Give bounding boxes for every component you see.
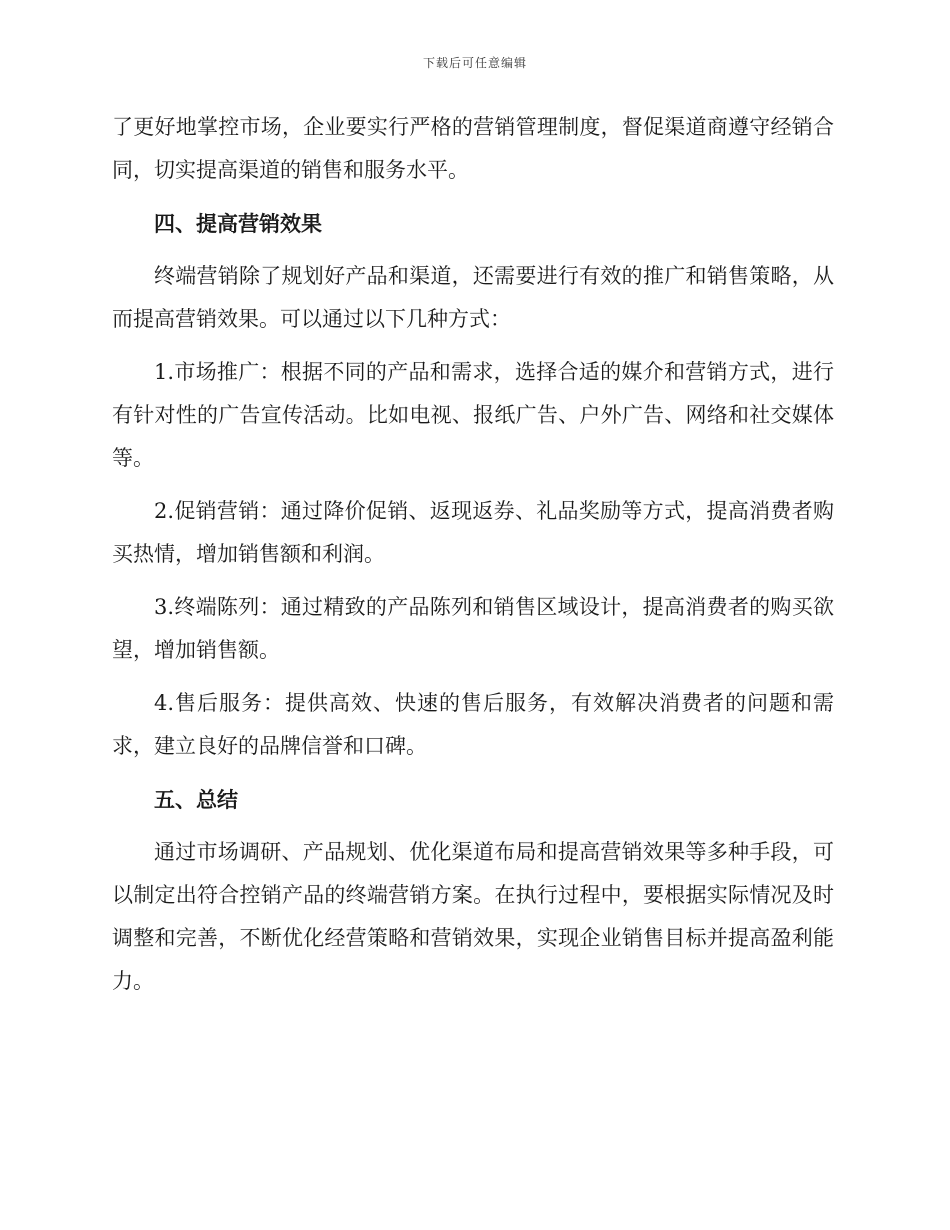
list-item-4: 4.售后服务：提供高效、快速的售后服务，有效解决消费者的问题和需求，建立良好的品牌信誉和口碑。	[112, 691, 834, 758]
paragraph-continuation: 了更好地掌控市场，企业要实行严格的营销管理制度，督促渠道商遵守经销合同，切实提高渠道的销售和服务水平。	[112, 115, 834, 182]
header-note: 下载后可任意编辑	[422, 56, 527, 70]
paragraph-summary: 通过市场调研、产品规划、优化渠道布局和提高营销效果等多种手段，可以制定出符合控销产品的终端营销方案。在执行过程中，要根据实际情况及时调整和完善，不断优化经营策略和营销效果，实现企业销售目标并提高盈利能力。	[112, 840, 834, 993]
section-heading-4: 四、提高营销效果	[154, 211, 322, 236]
list-item-1: 1.市场推广：根据不同的产品和需求，选择合适的媒介和营销方式，进行有针对性的广告宣传活动。比如电视、报纸广告、户外广告、网络和社交媒体等。	[112, 360, 834, 470]
list-item-3: 3.终端陈列：通过精致的产品陈列和销售区域设计，提高消费者的购买欲望，增加销售额。	[112, 595, 834, 662]
section-heading-5: 五、总结	[154, 787, 238, 812]
document-body	[112, 106, 834, 1013]
paragraph-intro: 终端营销除了规划好产品和渠道，还需要进行有效的推广和销售策略，从而提高营销效果。可以通过以下几种方式：	[112, 264, 834, 331]
list-item-2: 2.促销营销：通过降价促销、返现返券、礼品奖励等方式，提高消费者购买热情，增加销售额和利润。	[112, 499, 834, 566]
